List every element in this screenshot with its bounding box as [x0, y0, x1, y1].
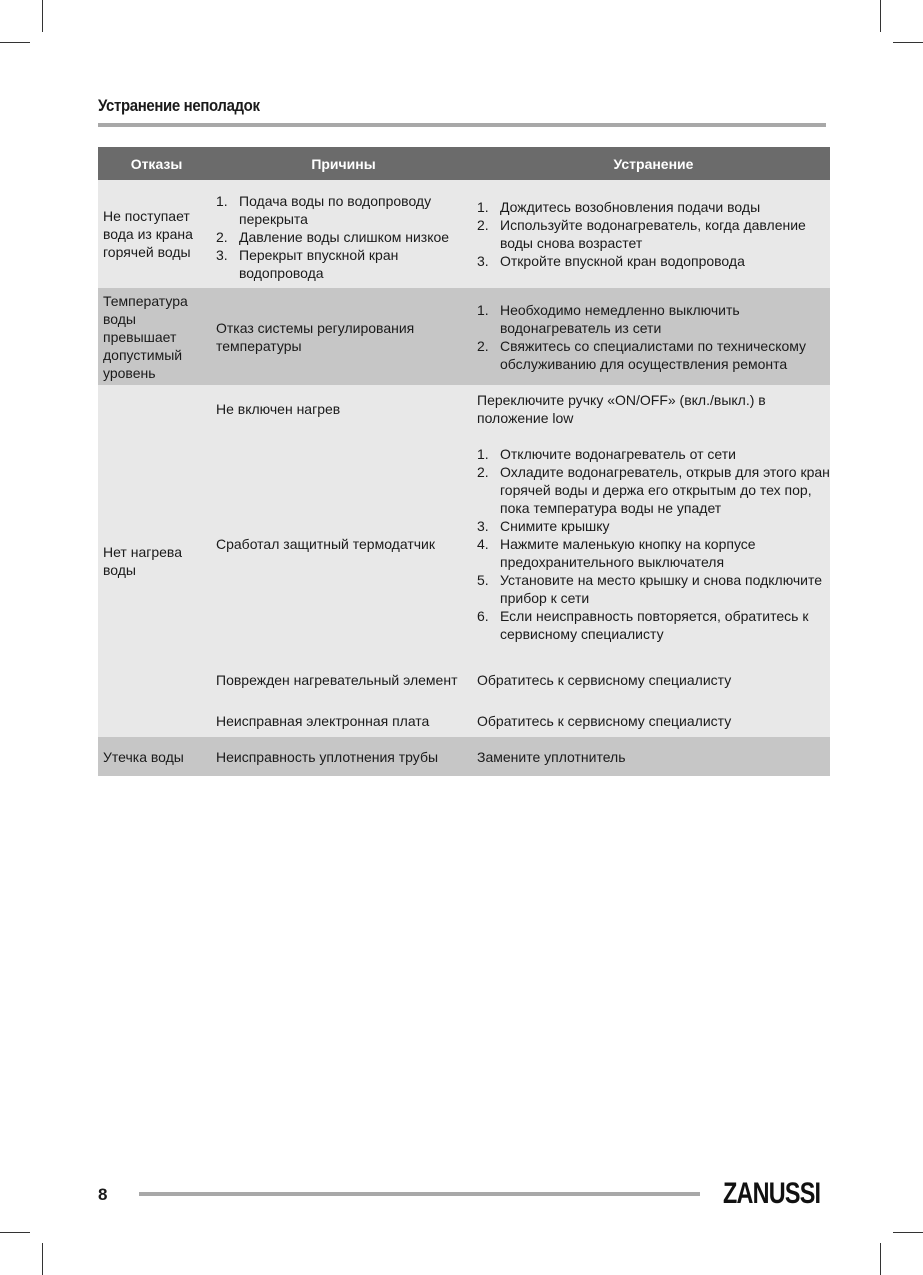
troubleshooting-table — [98, 147, 830, 776]
list-item — [477, 607, 830, 643]
remedy-cell — [471, 180, 830, 288]
crop-mark — [42, 0, 43, 32]
list-number: 3. — [477, 518, 489, 534]
cause-cell — [210, 433, 471, 655]
list-item — [216, 192, 471, 228]
list-text: Если неисправность повторяется, обратитесь к сервисному специалисту — [500, 608, 809, 642]
list-text: Свяжитесь со специалистами по техническому обслуживанию для осуществления ремонта — [500, 337, 807, 372]
sub-row — [210, 385, 830, 433]
list-text: Перекрыт впускной кран водопровода — [239, 247, 399, 281]
list-text: Дождитесь возобновления подачи воды — [500, 199, 761, 215]
remedy-text: Обратитесь к сервисному специалисту — [477, 672, 732, 688]
remedy-text: Обратитесь к сервисному специалисту — [477, 713, 732, 729]
list-number: 1. — [477, 199, 489, 215]
crop-mark — [0, 42, 30, 43]
list-text: Используйте водонагреватель, когда давление воды снова возрастет — [500, 217, 806, 251]
list-number: 4. — [477, 536, 489, 552]
list-item — [216, 228, 471, 246]
crop-mark — [893, 42, 923, 43]
title-divider — [98, 123, 826, 127]
page-number: 8 — [98, 1185, 108, 1204]
list-text: Нажмите маленькую кнопку на корпусе предохранительного выключателя — [500, 536, 756, 570]
list-number: 2. — [477, 464, 489, 480]
table-header — [98, 147, 830, 180]
list-item — [477, 535, 830, 571]
list-item — [477, 198, 830, 216]
list-number: 1. — [477, 301, 489, 318]
remedy-cell — [471, 385, 830, 433]
remedy-cell — [471, 655, 830, 705]
list-item — [477, 445, 830, 463]
cause-cell — [210, 655, 471, 705]
remedy-cell — [471, 288, 830, 385]
crop-mark — [893, 1232, 923, 1233]
cause-text: Сработал защитный термодатчик — [216, 536, 435, 552]
sub-rows — [210, 385, 830, 737]
fault-text: Нет нагрева воды — [103, 544, 182, 578]
remedy-text: Замените уплотнитель — [477, 748, 626, 765]
list-item — [477, 216, 830, 252]
list-text: Отключите водонагреватель от сети — [500, 446, 736, 462]
list-number: 1. — [477, 446, 489, 462]
table-row — [98, 385, 830, 737]
fault-text: Не поступает вода из крана горячей воды — [103, 208, 193, 260]
list-item — [477, 571, 830, 607]
header-faults: Отказы — [130, 155, 183, 172]
page-title: Устранение неполадок — [98, 96, 260, 115]
fault-cell — [98, 288, 210, 385]
fault-text: Температура воды превышает допустимый уровень — [103, 292, 188, 381]
list-text: Давление воды слишком низкое — [239, 229, 450, 245]
crop-mark — [42, 1243, 43, 1275]
list-text: Откройте впускной кран водопровода — [500, 253, 745, 269]
list-number: 5. — [477, 572, 489, 588]
list-number: 1. — [216, 193, 228, 209]
list-text: Снимите крышку — [500, 518, 610, 534]
sub-row — [210, 433, 830, 655]
cause-cell — [210, 180, 471, 288]
list-item — [477, 301, 830, 337]
remedy-cell — [471, 705, 830, 737]
table-row — [98, 180, 830, 288]
cause-text: Неисправная электронная плата — [216, 713, 430, 729]
list-item — [477, 517, 830, 535]
cause-text: Поврежден нагревательный элемент — [216, 672, 458, 688]
footer-divider — [139, 1192, 700, 1196]
remedy-cell — [471, 433, 830, 655]
cause-text: Не включен нагрев — [216, 401, 341, 417]
header-remedy: Устранение — [613, 155, 694, 172]
crop-mark — [880, 0, 881, 32]
cause-text: Неисправность уплотнения трубы — [216, 748, 439, 765]
fault-cell — [98, 385, 210, 737]
list-number: 3. — [216, 247, 228, 263]
list-number: 2. — [477, 217, 489, 233]
sub-row — [210, 655, 830, 705]
cause-cell — [210, 385, 471, 433]
list-item — [477, 463, 830, 517]
remedy-cell — [471, 737, 830, 776]
list-text: Подача воды по водопроводу перекрыта — [239, 193, 432, 227]
list-text: Установите на место крышку и снова подключите прибор к сети — [500, 572, 823, 606]
fault-text: Утечка воды — [103, 748, 184, 765]
cause-cell — [210, 288, 471, 385]
cause-cell — [210, 737, 471, 776]
table-row — [98, 288, 830, 385]
cause-text: Отказ системы регулирования температуры — [216, 319, 415, 354]
list-number: 2. — [477, 337, 489, 354]
crop-mark — [880, 1243, 881, 1275]
list-item — [216, 246, 471, 282]
fault-cell — [98, 180, 210, 288]
list-item — [477, 337, 830, 373]
remedy-text: Переключите ручку «ON/OFF» (вкл./выкл.) в положение low — [477, 392, 766, 426]
list-number: 2. — [216, 229, 228, 245]
list-text: Охладите водонагреватель, открыв для этого кран горячей воды и держа его открытым до тех пор, пока температура воды не упадет — [500, 464, 830, 516]
list-text: Необходимо немедленно выключить водонагреватель из сети — [500, 301, 740, 336]
cause-cell — [210, 705, 471, 737]
fault-cell — [98, 737, 210, 776]
list-number: 6. — [477, 608, 489, 624]
table-row — [98, 737, 830, 776]
crop-mark — [0, 1232, 30, 1233]
brand-logo: ZANUSSI — [723, 1177, 821, 1210]
list-number: 3. — [477, 253, 489, 269]
header-causes: Причины — [311, 155, 376, 172]
list-item — [477, 252, 830, 270]
sub-row — [210, 705, 830, 737]
